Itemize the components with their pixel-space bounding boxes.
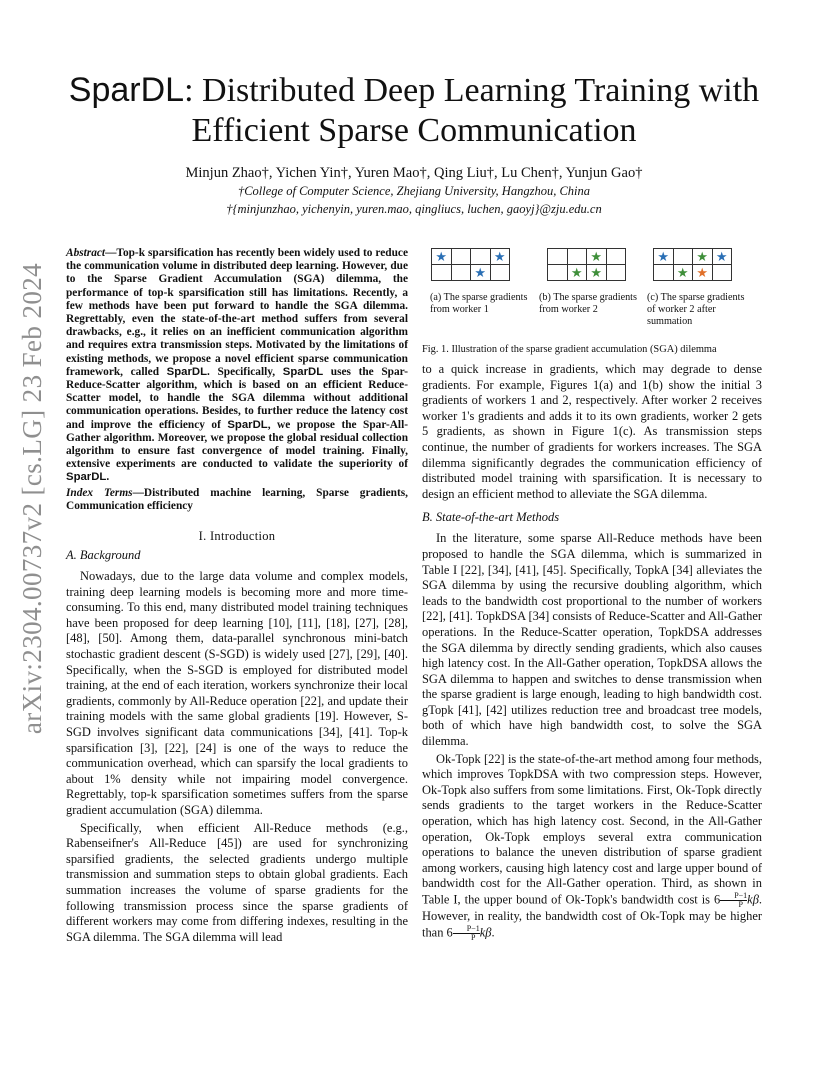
grid-cell — [674, 265, 694, 281]
star-icon: ★ — [657, 249, 670, 264]
grid-cell — [693, 265, 713, 281]
figure-1 — [422, 246, 762, 344]
star-icon: ★ — [493, 249, 506, 264]
subfigure-caption-b: (b) The sparse gradients from worker 2 — [539, 292, 637, 315]
grid-cell — [587, 249, 607, 265]
author-list: Minjun Zhao†, Yichen Yin†, Yuren Mao†, Qing Liu†, Lu Chen†, Yunjun Gao† — [185, 165, 643, 181]
star-icon: ★ — [696, 249, 709, 264]
title-line2: Efficient Sparse Communication — [191, 112, 637, 149]
abstract-lead: Abstract — [66, 247, 106, 259]
abstract-text-2: . Specifically, — [207, 365, 283, 378]
fraction — [720, 892, 747, 909]
grid-cell — [432, 265, 452, 281]
title-system-name: SparDL — [68, 71, 185, 109]
paragraph-background-2: Specifically, when efficient All-Reduce methods (e.g., Rabenseifner's All-Reduce [45]) are used for synchronizing sparsified gradients, the selected gradients undergo multiple transmission and summation steps to obtain global gradients. Each summation increases the volume of sparse gradients for the following transmission process since the sparse gradients of different workers may come from differing indexes, resulting in the SGA dilemma. The SGA dilemma will lead — [66, 820, 408, 944]
subfigure-caption-a: (a) The sparse gradients from worker 1 — [430, 292, 528, 315]
abstract-text-5: . — [106, 471, 110, 484]
fraction — [453, 925, 480, 942]
section-heading-introduction: I. Introduction — [198, 529, 276, 544]
sota-2-text-c: . — [491, 924, 495, 939]
sota-2-text-a: Ok-Topk [22] is the state-of-the-art method among four methods, which improves TopkDSA with two compression steps. However, Ok-Topk also suffers from some limitations. First, Ok-Topk directly sends gradients to the target workers in the Reduce-Scatter operation, which has high latency cost. Second, in the All-Gather operation, Ok-Topk employs several extra communication operations to balance the uneven distribution of sparse gradient among workers, causing high latency cost and large upper bound of bandwidth cost for the All-Gather operation. Third, as shown in Table I, the upper bound of Ok-Topk's bandwidth cost is 6 — [422, 751, 762, 907]
grid-cell — [452, 249, 472, 265]
system-name: SparDL — [227, 418, 268, 431]
grid-cell — [654, 249, 674, 265]
right-column — [422, 246, 762, 942]
subsection-heading-background: A. Background — [66, 548, 141, 563]
fraction-numerator: P−1 — [720, 892, 747, 901]
grid-cell — [548, 265, 568, 281]
grid-cell — [471, 249, 491, 265]
index-terms-text: —Distributed machine learning, Sparse gradients, Communication efficiency — [66, 486, 409, 512]
paragraph-background-1: Nowadays, due to the large data volume and complex models, training deep learning models is becoming more and more time-consuming. To this end, many distributed model training techniques have been proposed for deep learning [10], [11], [18], [27], [28], [48], [50]. Among them, data-parallel synchronous mini-batch stochastic gradient descent (S-SGD) is widely used [27], [29], [40]. Specifically, when the S-SGD is employed for distributed model training, at the end of each iteration, workers synchronize their local gradients, commonly by All-Reduce operation [22], and update their training models with the same global gradients [19]. However, S-SGD involves significant data communications [34], [41]. Top-k sparsification [3], [22], [24] is one of the ways to reduce the communication overhead, which can sparsify the local gradients to about 1% density while not impairing model convergence. Regrettably, top-k sparsification sometimes suffers from the sparse gradient accumulation (SGA) dilemma. — [66, 569, 408, 817]
star-icon: ★ — [590, 265, 603, 280]
grid-cell — [607, 265, 627, 281]
grid-worker-1 — [431, 248, 510, 281]
index-terms-lead: Index Terms — [66, 486, 133, 499]
affiliation: †College of Computer Science, Zhejiang University, Hangzhou, China — [237, 184, 591, 198]
grid-cell — [654, 265, 674, 281]
star-icon: ★ — [435, 249, 448, 264]
abstract-text-1: —Top-k sparsification has recently been widely used to reduce the communication volume in distributed deep learning. However, due to the Sparse Gradient Accumulation (SGA) dilemma, the performance of top-k sparsification still has limitations. Recently, a few methods have been put forward to handle the SGA dilemma. Regrettably, even the state-of-the-art method suffers from several drawbacks, e.g., it relies on an inefficient communication algorithm and requires extra transmission steps. Motivated by the limitations of existing methods, we propose a novel efficient sparse communication framework, called — [66, 247, 408, 378]
abstract — [66, 247, 408, 485]
grid-cell — [568, 249, 588, 265]
grid-cell — [713, 249, 733, 265]
grid-cell — [471, 265, 491, 281]
title-line1: : Distributed Deep Learning Training with — [184, 72, 760, 109]
left-column — [66, 247, 408, 945]
grid-cell — [587, 265, 607, 281]
star-icon: ★ — [715, 249, 728, 264]
arxiv-identifier-text: arXiv:2304.00737v2 [cs.LG] 23 Feb 2024 — [17, 262, 48, 734]
grid-cell — [674, 249, 694, 265]
arxiv-identifier — [8, 248, 58, 748]
grid-worker-2-summed — [653, 248, 732, 281]
abstract-text-3: uses the Spar-Reduce-Scatter algorithm, which is based on an efficient Reduce-Scatter model, to handle the SGA dilemma without additional communication operations. Besides, to further reduce the latency cost and improve the efficiency of — [66, 365, 409, 431]
math-k-beta: kβ — [479, 924, 492, 939]
subsection-heading-state-of-the-art: B. State-of-the-art Methods — [422, 510, 560, 525]
system-name: SparDL — [166, 365, 207, 378]
grid-cell — [432, 249, 452, 265]
paragraph-sota-1: In the literature, some sparse All-Reduce methods have been proposed to handle the SGA dilemma, which is summarized in Table I [22], [34], [41], [45]. Specifically, TopkA [34] alleviates the SGA dilemma by using the recursive doubling algorithm, which leads to the bandwidth cost proportional to the number of workers [22], [41]. TopkDSA [34] consists of Reduce-Scatter and All-Gather operations. In the Reduce-Scatter operation, TopkDSA addresses the SGA dilemma by directly sending gradients, which also causes high latency cost. In the All-Gather operation, TopkDSA allows the SGA dilemma to happen and switches to dense transmission when the sparse gradient is large enough, leading to high bandwidth cost. gTopk [41], [42] utilizes reduction tree and broadcast tree models, both of which have high bandwidth cost, to solve the SGA dilemma. — [422, 531, 762, 749]
grid-worker-2 — [547, 248, 626, 281]
system-name: SparDL — [66, 471, 107, 484]
math-k-beta: kβ — [747, 892, 759, 907]
star-icon: ★ — [676, 265, 689, 280]
system-name: SparDL — [282, 365, 324, 378]
grid-cell — [452, 265, 472, 281]
grid-cell — [568, 265, 588, 281]
paragraph-sga-continued: to a quick increase in gradients, which may degrade to dense gradients. For example, Figures 1(a) and 1(b) show the initial 3 gradients of workers 1 and 2, respectively. After worker 2 receives worker 1's gradients and adds it to its own gradients, worker 2 gets 5 gradients, as shown in Figure 1(c). As transmission steps continue, the number of gradients for workers increases. The SGA dilemma significantly degrades the communication efficiency of distributed model training with sparsification. It is necessary to design an efficient method to alleviate the SGA dilemma. — [422, 362, 762, 501]
paper-title — [60, 70, 768, 151]
index-terms — [66, 487, 408, 513]
subfigure-caption-c: (c) The sparse gradients of worker 2 after summation — [647, 292, 745, 327]
star-icon: ★ — [590, 249, 603, 264]
star-icon: ★ — [474, 265, 487, 280]
abstract-text-4: , we propose the Spar-All-Gather algorithm. Moreover, we propose the global residual collection algorithm to ensure fast convergence of model training. Finally, extensive experiments are conducted to validate the superiority of — [66, 418, 408, 471]
paragraph-sota-2 — [422, 752, 762, 942]
grid-cell — [491, 265, 511, 281]
fraction-denominator: P — [738, 900, 743, 909]
star-icon: ★ — [570, 265, 583, 280]
grid-cell — [548, 249, 568, 265]
grid-cell — [713, 265, 733, 281]
grid-cell — [491, 249, 511, 265]
star-icon: ★ — [696, 265, 709, 280]
grid-cell — [693, 249, 713, 265]
fraction-numerator: P−1 — [453, 925, 480, 934]
grid-cell — [607, 249, 627, 265]
fraction-denominator: P — [471, 932, 476, 942]
figure-1-caption: Fig. 1. Illustration of the sparse gradient accumulation (SGA) dilemma — [422, 344, 717, 355]
author-emails: †{minjunzhao, yichenyin, yuren.mao, qingliucs, luchen, gaoyj}@zju.edu.cn — [226, 202, 602, 216]
sota-2-text-b: . However, in reality, the bandwidth cost of Ok-Topk may be higher than 6 — [422, 892, 762, 939]
